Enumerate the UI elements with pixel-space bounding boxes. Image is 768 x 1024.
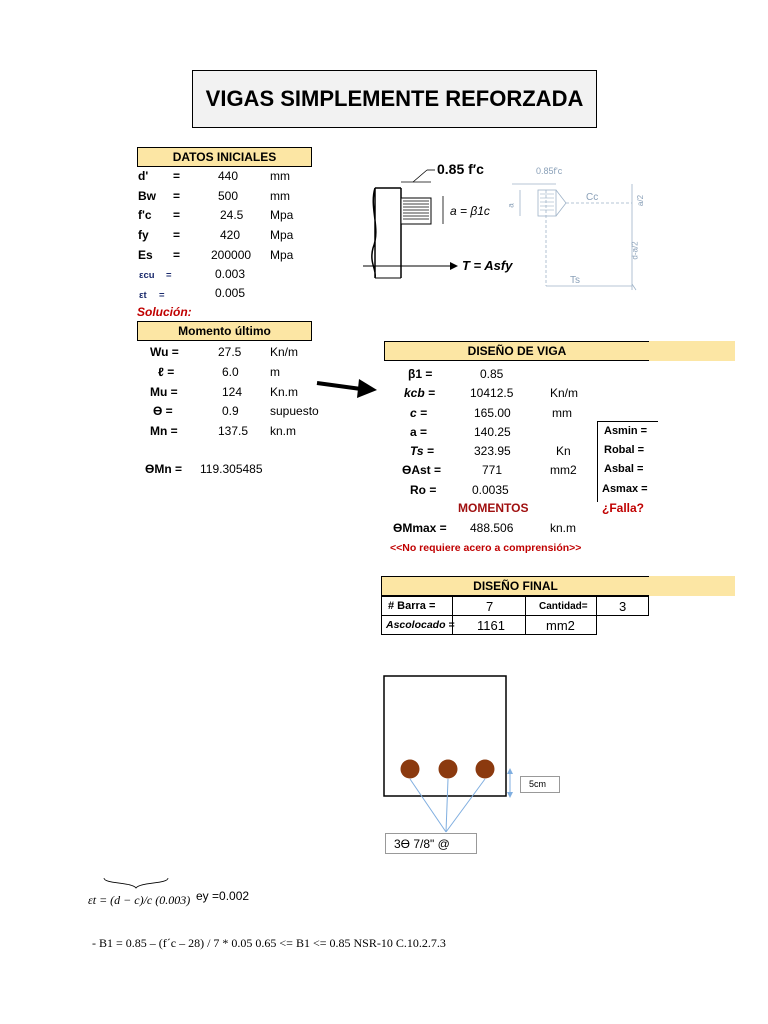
datos-name: fy <box>138 228 149 242</box>
as-label: Ascolocado = <box>386 619 455 631</box>
b1-formula: - B1 = 0.85 – (f´c – 28) / 7 * 0.05 0.65 <= B1 <= 0.85 NSR-10 C.10.2.7.3 <box>92 936 446 950</box>
datos-header: DATOS INICIALES <box>137 147 312 167</box>
couple-ts-label: Ts <box>570 275 580 286</box>
couple-d-a2-label: d-a/2 <box>630 241 640 260</box>
as-value: 1161 <box>477 618 505 633</box>
diseno-header: DISEÑO DE VIGA <box>384 341 649 361</box>
cantidad-label: Cantidad= <box>539 601 588 612</box>
diseno-header-fill <box>649 341 735 361</box>
datos-unit: Mpa <box>270 248 294 262</box>
diseno-value: 0.0035 <box>472 483 509 497</box>
as-unit: mm2 <box>546 618 575 633</box>
final-header: DISEÑO FINAL <box>381 576 649 596</box>
cantidad-value: 3 <box>619 599 627 614</box>
diseno-name: Ro = <box>410 483 437 497</box>
datos-eq: = <box>173 208 181 222</box>
mmax-unit: kn.m <box>550 521 577 535</box>
asmax-label: Asmax = <box>602 483 648 495</box>
diseno-name: Ts = <box>410 444 434 458</box>
datos-unit: Mpa <box>270 228 294 242</box>
stress-t-label: T = Asfy <box>462 258 513 273</box>
arrow-icon <box>315 376 377 398</box>
cantidad-label-cell <box>525 596 597 616</box>
diseno-value: 165.00 <box>474 406 511 420</box>
barra-label-cell <box>381 596 453 616</box>
et-value: 0.005 <box>215 286 246 300</box>
stress-a-label: a = β1c <box>450 204 490 218</box>
momento-value: 137.5 <box>218 424 249 438</box>
et-eq: = <box>159 290 165 301</box>
datos-eq: = <box>173 228 181 242</box>
ecu-label: εcu <box>139 270 155 281</box>
diseno-value: 140.25 <box>474 425 511 439</box>
datos-unit: Mpa <box>270 208 294 222</box>
falla-label: ¿Falla? <box>602 501 645 515</box>
cover-box <box>520 776 560 793</box>
mmax-label: ϴMmax = <box>393 521 447 535</box>
momento-name: ℓ = <box>158 365 175 379</box>
datos-unit: mm <box>270 169 290 183</box>
datos-value: 420 <box>220 228 241 242</box>
diseno-value: 771 <box>482 463 503 477</box>
diseno-name: β1 = <box>408 367 433 381</box>
barra-label: # Barra = <box>388 600 436 612</box>
datos-value: 500 <box>218 189 239 203</box>
datos-name: f'c <box>138 208 152 222</box>
as-label-cell <box>381 615 453 635</box>
momento-unit: Kn.m <box>270 385 299 399</box>
barra-value: 7 <box>486 599 494 614</box>
diseno-name: kcb = <box>404 386 436 400</box>
diseno-name: a = <box>410 425 428 439</box>
ey-label: ey =0.002 <box>196 889 250 903</box>
solucion-label: Solución: <box>137 305 192 319</box>
datos-name: d' <box>138 169 149 183</box>
couple-cc-label: Cc <box>586 192 599 203</box>
diseno-value: 323.95 <box>474 444 511 458</box>
momento-unit: supuesto <box>270 404 319 418</box>
cantidad-value-cell <box>596 596 649 616</box>
robal-label: Robal = <box>604 444 645 456</box>
asbal-label: Asbal = <box>604 463 644 475</box>
datos-unit: mm <box>270 189 290 203</box>
compression-note: <<No requiere acero a comprensión>> <box>390 542 582 554</box>
datos-value: 440 <box>218 169 239 183</box>
as-unit-cell <box>525 615 597 635</box>
datos-name: Es <box>138 248 153 262</box>
datos-eq: = <box>173 248 181 262</box>
couple-top-label: 0.85f'c <box>536 166 563 176</box>
bars-label: 3ϴ 7/8" @ <box>394 837 450 851</box>
datos-value: 200000 <box>211 248 252 262</box>
momento-name: Mu = <box>150 385 178 399</box>
ecu-value: 0.003 <box>215 267 246 281</box>
datos-eq: = <box>173 169 181 183</box>
datos-value: 24.5 <box>220 208 244 222</box>
diseno-unit: mm <box>552 406 572 420</box>
rebar-circle <box>401 760 420 779</box>
as-value-cell <box>452 615 526 635</box>
ecu-eq: = <box>166 270 172 281</box>
diseno-unit: Kn/m <box>550 386 579 400</box>
momento-name: Wu = <box>150 345 179 359</box>
momento-name: ϴ = <box>153 404 173 418</box>
momento-value: 124 <box>222 385 243 399</box>
diseno-unit: Kn <box>556 444 571 458</box>
bars-box <box>385 833 477 854</box>
brace-icon <box>102 876 172 890</box>
diseno-value: 0.85 <box>480 367 504 381</box>
asmin-label: Asmin = <box>604 425 648 437</box>
rebar-circle <box>476 760 495 779</box>
datos-name: Bw <box>138 189 156 203</box>
diseno-name: c = <box>410 406 428 420</box>
final-header-fill <box>649 576 735 596</box>
momento-unit: kn.m <box>270 424 297 438</box>
momento-name: Mn = <box>150 424 178 438</box>
barra-value-cell <box>452 596 526 616</box>
mmax-value: 488.506 <box>470 521 514 535</box>
phi-mn-label: ϴMn = <box>145 462 183 476</box>
couple-a2-label: a/2 <box>636 194 646 207</box>
couple-a-label: a <box>506 203 516 208</box>
rebar-circle <box>439 760 458 779</box>
et-label: εt <box>139 290 147 301</box>
diseno-name: ϴAst = <box>402 463 442 477</box>
momento-unit: m <box>270 365 280 379</box>
momento-value: 6.0 <box>222 365 239 379</box>
diseno-unit: mm2 <box>550 463 577 477</box>
momento-header: Momento último <box>137 321 312 341</box>
momento-unit: Kn/m <box>270 345 299 359</box>
momento-value: 27.5 <box>218 345 242 359</box>
cover-label: 5cm <box>529 779 547 789</box>
strain-formula: εt = (d − c)/c (0.003) <box>88 893 191 907</box>
force-couple-diagram <box>508 166 653 291</box>
page-title: VIGAS SIMPLEMENTE REFORZADA <box>192 70 597 128</box>
momento-value: 0.9 <box>222 404 239 418</box>
datos-eq: = <box>173 189 181 203</box>
phi-mn-value: 119.305485 <box>200 462 263 476</box>
momentos-label: MOMENTOS <box>458 501 529 515</box>
diseno-value: 10412.5 <box>470 386 514 400</box>
stress-top-label: 0.85 f′c <box>437 161 484 177</box>
